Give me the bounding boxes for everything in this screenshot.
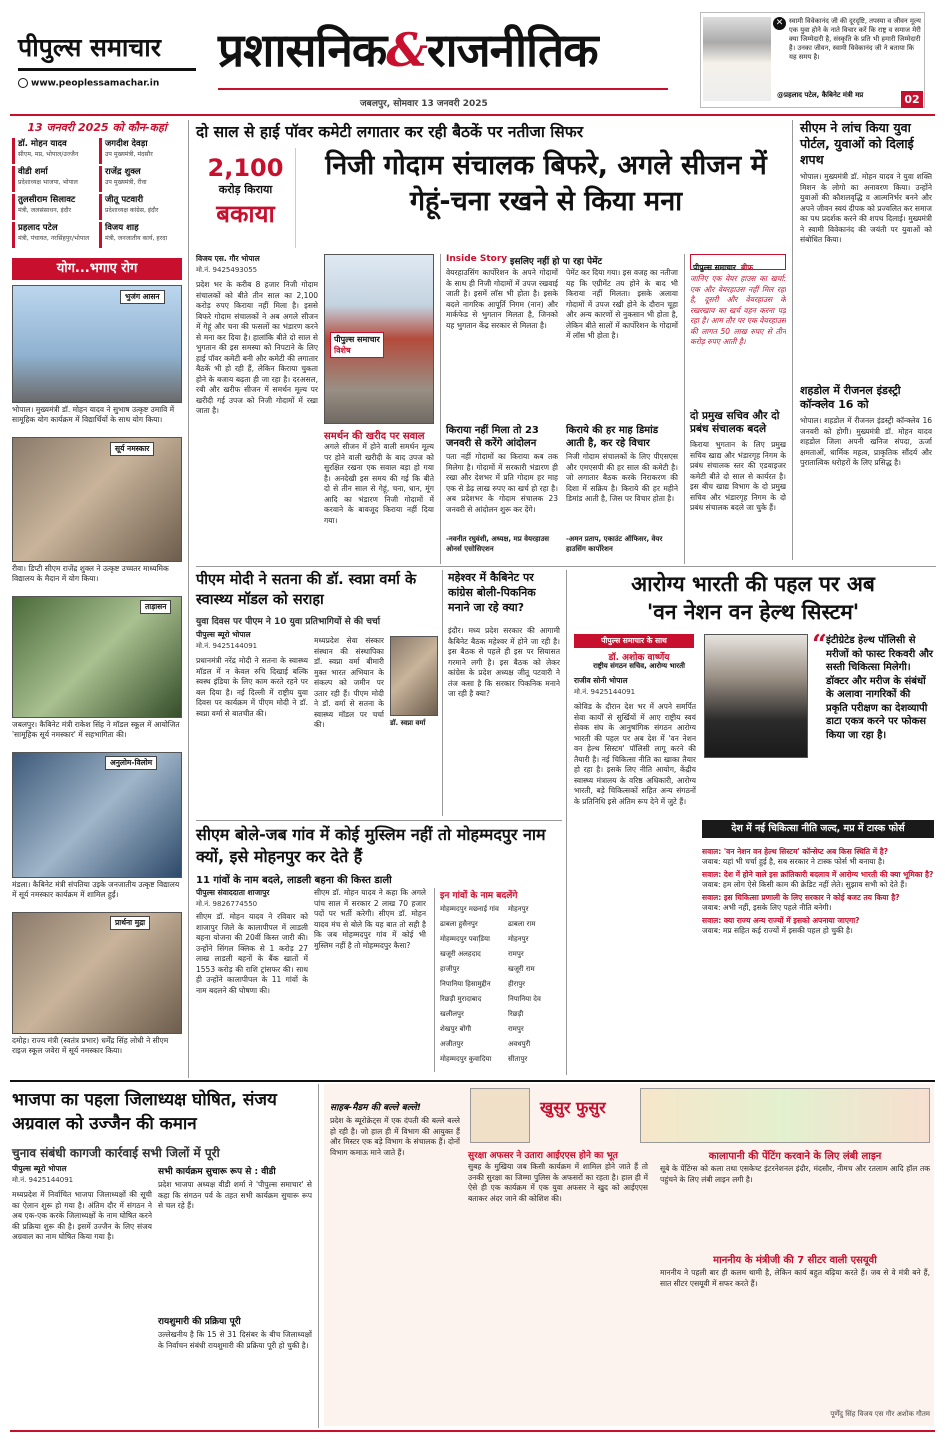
- health-guest-title: राष्ट्रीय संगठन सचिव, आरोग्य भारती: [593, 662, 685, 670]
- village-name: मोहम्मदपुर मछनाई गांव: [440, 905, 499, 913]
- health-mobile: मो.नं. 9425144091: [574, 688, 636, 696]
- person-name: प्रहलाद पटेल: [18, 223, 58, 233]
- two-secretaries-head: दो प्रमुख सचिव और दो प्रबंध संचालक बदले: [690, 410, 780, 435]
- arrears-amount: 2,100: [207, 154, 284, 182]
- quote-open-icon: “: [812, 630, 827, 660]
- health-qa: [702, 844, 934, 1074]
- masthead: [0, 0, 945, 118]
- cm-youth-body: भोपाल। मुख्यमंत्री डॉ. मोहन यादव ने युवा शक्ति मिशन के लोगो का अनावरण किया। उन्होंने युवाओं की कौशलवृद्धि व आत्मनिर्भर बनने और अपने जीवन स्वयं दीपक को प्रज्वलित कर समाज का पथ प्रदर्शक करने की शपथ दिलाई। मुख्यमंत्री ने स्वामी विवेकानंद की जयंती पर युवाओं को संबोधित किया।: [800, 172, 932, 244]
- qa-answer: जवाब: यहां भी चर्चा हुई है, सब सरकार ने टास्क फोर्स भी बनाया है।: [702, 857, 885, 866]
- who-where-item: [99, 138, 182, 164]
- section-underline: [218, 88, 668, 90]
- godown-body: प्रदेश भर के करीब 8 हजार निजी गोदाम संचालकों को बीते तीन साल का 2,100 करोड़ रुपए किराया नहीं मिला है। इससे बिफरे गोदाम संचालकों ने अब अगले सीजन में गेहूं और चना की फसलों का भंडारण करने से मना कर दिया है। हालांकि बीते दो साल से भुगतान की इस समस्या को निपटाने के लिए हाई पॉवर कमेटी बनी और कमेटी की लगातार बैठकें भी हो रही हैं, लेकिन किराया चुकता होने के बजाय बढ़ता ही जा रहा है। दरअसल, रबी और खरीफ सीजन में समर्थन मूल्य पर खरीदी गई उपज को निजी गोदामों में रखा जाता है।: [196, 280, 318, 415]
- health-byline: राजीव सोनी भोपाल: [574, 676, 628, 685]
- health-guest: डॉ. अशोक वार्ष्णेय: [608, 653, 670, 663]
- yoga-label-1: भुजंग आसन: [120, 290, 165, 304]
- godown-photo-tag: पीपुल्स समाचार विशेष: [330, 332, 384, 358]
- mohanpur-body: सीएम डॉ. मोहन यादव ने रविवार को शाजापुर जिले के कालापीपल में लाडली बहना योजना की 20वीं किस्त जारी की। उन्होंने सिंगल क्लिक से 1 करोड़ 27 लाख लाडली बहनों के बैंक खातों में 1553 करोड़ की राशि ट्रांसफर की। साथ ही उन्होंने कालापीपल के 11 गांवों के नाम बदलने की घोषणा की।: [196, 912, 308, 995]
- mohanpur-byline: पीपुल्स संवाददाता शाजापुर: [196, 888, 270, 897]
- gossip-cartoon-right: [640, 1088, 930, 1143]
- person-name: तुलसीराम सिलावट: [18, 195, 76, 205]
- yoga-caption-3: जबलपुर। कैबिनेट मंत्री राकेश सिंह ने मॉडल स्कूल में आयोजित 'सामूहिक सूर्य नमस्कार' में सहभागिता की।: [12, 720, 180, 739]
- satna-byline: पीपुल्स ब्यूरो भोपाल: [196, 630, 251, 639]
- village-name: रामपुर: [508, 1025, 524, 1033]
- page-number: 02: [901, 91, 923, 108]
- who-where-item: [12, 194, 95, 220]
- village-name: ढाबला हुसैनपुर: [440, 920, 478, 928]
- gossip-col2-body: सुबह के मुखिया जब किसी कार्यक्रम में शामिल होने जाते हैं तो उनकी सुरक्षा का जिम्मा पुलिस के अफसरों का रहता है। हाल ही में ऐसे ही एक कार्यक्रम में एक युवा अफसर ने खुद को आईएएस बताकर अंदर जाने की कोशिश की।: [468, 1162, 648, 1203]
- health-tag: पीपुल्स समाचार के साथ: [574, 634, 694, 648]
- satna-body: प्रधानमंत्री नरेंद्र मोदी ने सतना के स्वास्थ्य मॉडल में न केवल रुचि दिखाई बल्कि स्वस्थ इंडिया के लिए काम करते रहने पर बल दिया है। नई दिल्ली में राष्ट्रीय युवा दिवस पर कार्यक्रम में पीएम मोदी ने डॉ. स्वप्ना वर्मा से बातचीत की।: [196, 656, 308, 718]
- section-title: प्रशासनिक&राजनीतिक: [218, 23, 598, 77]
- village-name: निपानिया हिसामुद्दीन: [440, 980, 491, 988]
- satna-sub: युवा दिवस पर पीएम ने 10 युवा प्रतिभागियों से की चर्चा: [196, 617, 381, 627]
- who-where-item: [99, 222, 182, 248]
- godown-box: [196, 148, 296, 248]
- gossip-col3-body2: माननीय ने पहली बार ही कलम थामी है, लेकिन कार्य बहुत बढ़िया करते हैं। जब से वे मंत्री बने हैं, सात सीटर एसयूवी में सफर करते हैं।: [660, 1268, 930, 1288]
- health-guest-photo: [704, 634, 808, 758]
- godown-kicker: दो साल से हाई पॉवर कमेटी लगातार कर रही बैठकें पर नतीजा सिफर: [196, 123, 584, 141]
- person-place: सीएम, मप्र, भोपाल/उज्जैन: [18, 151, 79, 158]
- person-place: प्रदेशाध्यक्ष कांग्रेस, इंदौर: [105, 207, 159, 214]
- godown-mobile: मो.नं. 9425493055: [196, 266, 258, 274]
- bulletin-body: जानिए एक वेयर हाउस का खर्चा: एक और वेयरहाउस नहीं मिल रहा है, दूसरी और वेयरहाउस के रखरखाव का खर्च वहन करना पड़ रहा है। आम तौर पर एक वेयरहाउस की लागत 50 लाख रुपए से तीन करोड़ रुपए आती है।: [690, 274, 786, 346]
- bjp-byline: पीपुल्स ब्यूरो भोपाल: [12, 1164, 67, 1173]
- qa-answer: जवाब: अभी नहीं, इसके लिए पहले नीति बनेगी।: [702, 903, 832, 912]
- person-name: जगदीश देवड़ा: [105, 139, 148, 149]
- village-old-list: [440, 902, 506, 1072]
- village-name: हाजीपुर: [440, 965, 460, 973]
- person-name: विजय शाह: [105, 223, 139, 233]
- cm-youth-headline: सीएम ने लांच किया युवा पोर्टल, युवाओं को दिलाई शपथ: [800, 120, 914, 167]
- gossip-credit: पूर्णेंदु सिंह विजय एस गौर अशोक गौतम: [830, 1410, 930, 1418]
- village-new-list: [508, 902, 562, 1072]
- yoga-title: योग...भगाए रोग: [56, 261, 138, 276]
- bjp-body2: प्रदेश भाजपा अध्यक्ष वीडी शर्मा ने 'पीपुल्स समाचार' से कहा कि संगठन पर्व के तहत सभी कार्यक्रम सुचारू रूप से चल रहे हैं।: [158, 1180, 312, 1210]
- qa-question: सवाल: क्या राज्य अन्य राज्यों में इसको अपनाया जाएगा?: [702, 916, 860, 925]
- village-name: रामपुर: [508, 950, 524, 958]
- mohanpur-headline: सीएम बोले-जब गांव में कोई मुस्लिम नहीं तो मोहम्मदपुर नाम क्यों, इसे मोहनपुर कर देते हैं: [196, 825, 546, 866]
- quote2-head: किराये की हर माह डिमांड आती है, कर रहे विचार: [566, 425, 659, 449]
- village-name: मोहम्मदपुर कुवादिया: [440, 1055, 492, 1063]
- quote1-body: पता नहीं गोदामों का किराया कब तक मिलेगा है। गोदामों में सरकारी भंडारण ही रखा और देशभर में प्रति गोदाम हर माह एक से डेढ़ लाख रुपए का खर्च हो रहा है। अब प्रदेशभर के गोदाम संचालक 23 जनवरी से आंदोलन शुरू कर देंगे।: [446, 452, 558, 514]
- gossip-title: खुसुर फुसुर: [540, 1098, 606, 1117]
- village-name: अजीतपुर: [440, 1040, 464, 1048]
- quote-text: स्वामी विवेकानंद जी की दूरदृष्टि, तपस्या व जीवन मूल्य एक युवा होने के नाते विचार करें कि राष्ट्र व समाज मेरी क्या जिम्मेदारी है, संस्कृति के प्रति भी हमारी जिम्मेदारी है। उनका जीवन, स्वामी विवेकानंद जी ने बताया कि यह समय है।: [789, 17, 921, 61]
- bjp-sub2: सभी कार्यक्रम सुचारू रूप से : वीडी: [158, 1167, 276, 1177]
- who-where-item: [12, 166, 95, 192]
- minister-photo: [703, 17, 771, 101]
- bulletin-tag: पीपुल्स समाचार ब्रीफ: [690, 254, 786, 270]
- yoga-caption-1: भोपाल। मुख्यमंत्री डॉ. मोहन यादव ने सुभाष उत्कृष्ट उमावि में सामूहिक योग कार्यक्रम में विद्यार्थियों के साथ योग किया।: [12, 405, 175, 424]
- yoga-photo-5: [12, 912, 182, 1034]
- yoga-label-4: अनुलोम-विलोम: [105, 756, 157, 770]
- village-name: रिछड़ी मुरादाबाद: [440, 995, 482, 1003]
- health-bar: देश में नई चिकित्सा नीति जल्द, मप्र में टास्क फोर्स: [702, 820, 934, 838]
- gossip-cartoon-left: [470, 1088, 530, 1143]
- gossip-col1-head: साहब-मैडम की बल्ले बल्ले!: [330, 1103, 421, 1113]
- village-name: मोहनपुर: [508, 905, 529, 913]
- x-icon: ✕: [773, 17, 786, 30]
- qa-question: सवाल: देश में होने वाले इस क्रांतिकारी बदलाव में आरोग्य भारती की क्या भूमिका है?: [702, 870, 934, 879]
- person-place: मंत्री, जलसंसाधन, इंदौर: [18, 207, 72, 214]
- satna-photo: [390, 636, 438, 716]
- inside-story-body: वेयरहाउसिंग कार्पोरेशन के अपने गोदामों के साथ ही निजी गोदामों में उपज रखवाई जाती है। इसमें लॉस भी होता है। इसके बदले नागरिक आपूर्ति निगम (नान) और मार्कफेड से भुगतान मिलता है, जिनको यह भुगतान केंद्र सरकार से मिलता है।: [446, 268, 558, 330]
- health-pull-quote: “ इंटीग्रेटेड हेल्थ पॉलिसी से मरीजों को फास्ट रिकवरी और सस्ती चिकित्सा मिलेगी। डॉक्टर और मरीज के संबंधों के अलावा नागरिकों की प्रकृति परीक्षण का देशव्यापी डाटा एकत्र करने पर फोकस किया जा रहा है।: [812, 630, 934, 741]
- inside-story-col2: पेमेंट कर दिया गया। इस वजह का नतीजा यह कि एग्रीमेंट तय होने के बाद भी किराया नहीं मिलता। इसके अलावा गोदामों में उपज रखी होने के दौरान चूहा और अन्य कारणों से नुकसान भी होता है, लेकिन बीते सालों में कार्पोरेशन के गोदामों में लॉस भी होता है।: [566, 268, 678, 340]
- who-where-item: [12, 222, 95, 248]
- health-body: कोविड के दौरान देश भर में अपने समर्पित सेवा कार्यों से सुर्खियों में आए राष्ट्रीय स्वयं सेवक संघ के आनुषांगिक संगठन आरोग्य भारती की पहल पर अब देश में 'वन नेशन वन हेल्थ सिस्टम' पॉलिसी लागू करने की तैयारी है। नई चिकित्सा नीति का खाका तैयार हो रहा है। इसके लिए नीति आयोग, केंद्रीय स्वास्थ्य मंत्रालय के वरिष्ठ अधिकारी, आरोग्य भारती, बड़े चिकित्सकों सहित अन्य संगठनों के प्रतिनिधि इसे अंतिम रूप देने में जुटे हैं।: [574, 702, 696, 806]
- godown-headline: निजी गोदाम संचालक बिफरे, अगले सीजन में गेहूं-चना रखने से किया मना: [325, 150, 767, 217]
- inside-story-head: इसलिए नहीं हो पा रहा पेमेंट: [510, 257, 603, 267]
- gossip-col1-body: प्रदेश के ब्यूरोक्रेट्स में एक दंपती की बल्ले बल्ले हो रही है। जो हाल ही में विभाग की आयुक्त हैं और मिस्टर एक बड़े विभाग के संचालक हैं। दोनों विभाग कमाऊ माने जाते हैं।: [330, 1116, 460, 1157]
- person-place: उप मुख्यमंत्री, मंदसौर: [105, 151, 153, 158]
- qa-question: सवाल: 'वन नेशन वन हेल्थ सिस्टम' कॉन्सेप्ट अब किस स्थिति में है?: [702, 847, 889, 856]
- mohanpur-sub: 11 गांवों के नाम बदले, लाडली बहना की किस्त डाली: [196, 875, 392, 886]
- qa-answer: जवाब: हम लोग ऐसे किसी काम की क्रेडिट नहीं लेते। सुझाव सभी को देते हैं।: [702, 880, 908, 889]
- website[interactable]: www.peoplessamachar.in: [18, 78, 159, 89]
- arrears-line: करोड़ किराया: [218, 183, 273, 196]
- gossip-col3-head2: माननीय के मंत्रीजी की 7 सीटर वाली एसयूवी: [713, 1255, 877, 1266]
- who-where-list: [12, 138, 182, 248]
- gossip-col3-head: कालापानी की पेंटिंग करवाने के लिए लंबी लाइन: [708, 1151, 882, 1162]
- village-name: मोहनपुर: [508, 935, 529, 943]
- logo-underline: [18, 68, 196, 71]
- village-name: मोहम्मदपुर पवाडि़या: [440, 935, 490, 943]
- bjp-headline: भाजपा का पहला जिलाध्यक्ष घोषित, संजय अग्रवाल को उज्जैन की कमान: [12, 1090, 277, 1134]
- person-name: राजेंद्र शुक्ल: [105, 167, 141, 177]
- two-secretaries-body: किराया भुगतान के लिए प्रमुख सचिव खाद्य और भंडारगृह निगम के प्रबंध संचालक स्तर की एडवाइजर कमेटी बीते दो साल से कार्यरत है। इस बीच खाद्य विभाग के दो प्रमुख सचिव और भंडारगृह निगम के दो प्रबंध संचालक बदले जा चुके हैं।: [690, 440, 786, 512]
- yoga-caption-4: मंडला। कैबिनेट मंत्री संपतिया उइके जनजातीय उत्कृष्ट विद्यालय में सूर्य नमस्कार कार्यक्रम में शामिल हुईं।: [12, 880, 180, 899]
- gossip-col2-head: सुरक्षा अफसर ने उतारा आईएएस होने का भूत: [468, 1151, 618, 1161]
- village-name: खलीलपुर: [440, 1010, 464, 1018]
- quote-box: [700, 12, 925, 108]
- village-list-title: इन गांवों के नाम बदलेंगे: [440, 891, 518, 901]
- quote-author: @प्रहलाद पटेल, कैबिनेट मंत्री मप्र: [777, 91, 864, 99]
- quote1-sign: -नवनीत रघुवंशी, अध्यक्ष, मप्र वेयरहाउस ओनर्स एसोसिएशन: [446, 535, 550, 553]
- inside-story-tag: Inside Story: [446, 254, 508, 264]
- yoga-caption-2: रीवा। डिप्टी सीएम राजेंद्र शुक्ल ने उत्कृष्ट उच्चतर माध्यमिक विद्यालय के मैदान में योग किया।: [12, 564, 169, 583]
- godown-subhead: समर्थन की खरीद पर सवाल: [324, 431, 425, 442]
- bjp-sub: चुनाव संबंधी कागजी कार्रवाई सभी जिलों में पूरी: [12, 1146, 220, 1160]
- yoga-photo-3: [12, 596, 182, 718]
- maheshwar-body: इंदौर। मध्य प्रदेश सरकार की आगामी कैबिनेट बैठक महेश्वर में होने जा रही है। इस बैठक से पहले ही इस पर सियासत गरमाने लगी है। इस बैठक को लेकर कांग्रेस के प्रदेश अध्यक्ष जीतू पटवारी ने तंज कसा है कि सरकार पिकनिक मनाने जा रही है क्या?: [448, 626, 560, 698]
- quote1-head: किराया नहीं मिला तो 23 जनवरी से करेंगे आंदोलन: [446, 425, 539, 449]
- dateline: जबलपुर, सोमवार 13 जनवरी 2025: [360, 99, 488, 109]
- health-headline-2: 'वन नेशन वन हेल्थ सिस्टम': [646, 600, 860, 624]
- quote2-body: निजी गोदाम संचालकों के लिए पीएसएस और एमएसपी की हर साल की कमेटी है। जो लगातार बैठक करके निराकरण की दिशा में सक्रिय है। किराये की हर महीने डिमांड आती है, जिस पर विचार होता है।: [566, 452, 678, 503]
- bjp-mobile: मो.नं. 9425144091: [12, 1176, 74, 1184]
- person-name: वीडी शर्मा: [18, 167, 48, 177]
- yoga-photo-2: [12, 437, 182, 562]
- village-name: खजूरी अलहदाद: [440, 950, 481, 958]
- yoga-header: [12, 258, 182, 280]
- gossip-col3-body: सूबे के पेंटिंग्स को कला तथा एसकेच्ट इंटरनेशनल इंदौर, मंदसौर, नीमच और रतलाम आदि हॉल तक पहुंचने के लिए लंबी लाइन लगी है।: [660, 1164, 930, 1184]
- qa-question: सवाल: इस चिकित्सा प्रणाली के लिए सरकार ने कोई बजट तय किया है?: [702, 893, 900, 902]
- masthead-rule: [10, 114, 935, 116]
- quote2-sign: -अमन प्रताप, एकाउंट ऑफिसर, वेयर हाउसिंग कार्पोरेशन: [566, 535, 663, 553]
- person-place: उप मुख्यमंत्री, रीवा: [105, 179, 147, 186]
- godown-subbody: अगले सीजन में होने वाली समर्थन मूल्य पर होने वाली खरीदी के बाद उपज को सुरक्षित रखना एक सवाल बड़ा हो गया है। अनदेखी इस समय की गई कि बीते दो से तीन साल से गेहूं, चना, धान, मूंग आदि का भंडारण निजी गोदामों में करवाने के बावजूद किराया नहीं दिया गया।: [324, 442, 434, 525]
- yoga-caption-5: दमोह। राज्य मंत्री (स्वतंत्र प्रभार) धर्मेंद्र सिंह लोधी ने सीएम राइज स्कूल जवेरा में सूर्य नमस्कार किया।: [12, 1036, 169, 1055]
- godown-byline: विजय एस. गौर भोपाल: [196, 254, 260, 263]
- globe-icon: [18, 78, 28, 88]
- bjp-sub3: रायशुमारी की प्रक्रिया पूरी: [158, 1317, 241, 1327]
- arrears-label: बकाया: [216, 200, 275, 228]
- person-place: प्रदेशाध्यक्ष भाजपा, भोपाल: [18, 179, 78, 186]
- yoga-photo-4: [12, 752, 182, 878]
- village-name: सीतापुर: [508, 1055, 528, 1063]
- health-headline-1: आरोग्य भारती की पहल पर अब: [631, 572, 875, 596]
- mohanpur-mobile: मो.नं. 9826774550: [196, 900, 258, 908]
- village-name: ढाबला राम: [508, 920, 536, 928]
- bjp-body: मध्यप्रदेश में निर्वाचित भाजपा जिलाध्यक्षों की सूची का ऐलान शुरू हो गया है। अंतिम दौर में संगठन ने अब एक-एक करके जिलाध्यक्षों के नाम घोषित करने की प्रक्रिया शुरू की है। इसमें उज्जैन के लिए संजय अग्रवाल का नाम घोषित किया गया है।: [12, 1190, 152, 1241]
- satna-body2: मध्यप्रदेश सेवा संस्कार संस्थान की संस्थापिका डॉ. स्वप्ना वर्मा बीमारी मुक्त भारत अभियान के संकल्प को जमीन पर उतार रही हैं। पीएम मोदी ने डॉ. वर्मा से सतना के स्वास्थ्य मॉडल पर चर्चा की।: [314, 636, 384, 729]
- yoga-label-5: प्रार्थना मुद्रा: [110, 916, 150, 930]
- person-place: मंत्री, जनजातीय कार्य, हरदा: [105, 235, 168, 242]
- who-where-item: [12, 138, 95, 164]
- person-name: डॉ. मोहन यादव: [18, 139, 67, 149]
- shahdol-head: शहडोल में रीजनल इंडस्ट्री कॉन्क्लेव 16 को: [800, 384, 901, 411]
- person-place: मंत्री, पंचायत, नरसिंहपुर/भोपाल: [18, 235, 90, 242]
- satna-headline: पीएम मोदी ने सतना की डॉ. स्वप्ना वर्मा के स्वास्थ्य मॉडल को सराहा: [196, 572, 417, 608]
- logo[interactable]: पीपुल्स समाचार: [18, 33, 161, 62]
- qa-answer: जवाब: मप्र सहित कई राज्यों में इसकी पहल हो चुकी है।: [702, 926, 853, 935]
- satna-mobile: मो.नं. 9425144091: [196, 642, 258, 650]
- mohanpur-body2: सीएम डॉ. मोहन यादव ने कहा कि अगले पांच साल में सरकार 2 लाख 70 हजार पदों पर भर्ती करेगी। सीएम डॉ. मोहन यादव मंच से बोले कि यह बात तो सही है कि जब मोहम्मदपुर गांव में कोई भी मुस्लिम नहीं है तो मोहम्मदपुर कैसा?: [314, 888, 426, 950]
- satna-photo-caption: डॉ. स्वप्ना वर्मा: [390, 719, 426, 727]
- village-name: शेखपुर बोंगी: [440, 1025, 472, 1033]
- village-name: रिछड़ी: [508, 1010, 524, 1018]
- village-name: अवधपुरी: [508, 1040, 531, 1048]
- who-where-box: [12, 120, 182, 248]
- who-where-item: [99, 194, 182, 220]
- village-name: हीरापुर: [508, 980, 526, 988]
- who-where-title: 13 जनवरी 2025 को कौन-कहां: [27, 121, 167, 134]
- yoga-label-3: ताड़ासन: [140, 600, 171, 614]
- yoga-label-2: सूर्य नमस्कार: [110, 442, 154, 456]
- bjp-body3: उल्लेखनीय है कि 15 से 31 दिसंबर के बीच जिलाध्यक्षों के निर्वाचन संबंधी रायशुमारी की प्रक्रिया पूरी हो चुकी है।: [158, 1330, 312, 1350]
- village-name: निपानिया देव: [508, 995, 541, 1003]
- person-name: जीतू पटवारी: [105, 195, 144, 205]
- village-name: खजूरी राम: [508, 965, 535, 973]
- shahdol-body: भोपाल। शहडोल में रीजनल इंडस्ट्री कॉन्क्लेव 16 जनवरी को होगी। मुख्यमंत्री डॉ. मोहन यादव शहडोल जिला अपनी खनिज संपदा, ऊर्जा क्षमताओं, धार्मिक महत्व, प्राकृतिक सौंदर्य और पुरातात्विक धरोहरों के लिए प्रसिद्ध है।: [800, 416, 932, 467]
- who-where-item: [99, 166, 182, 192]
- maheshwar-headline: महेश्वर में कैबिनेट पर कांग्रेस बोली-पिकनिक मनाने जा रहे क्या?: [448, 571, 536, 614]
